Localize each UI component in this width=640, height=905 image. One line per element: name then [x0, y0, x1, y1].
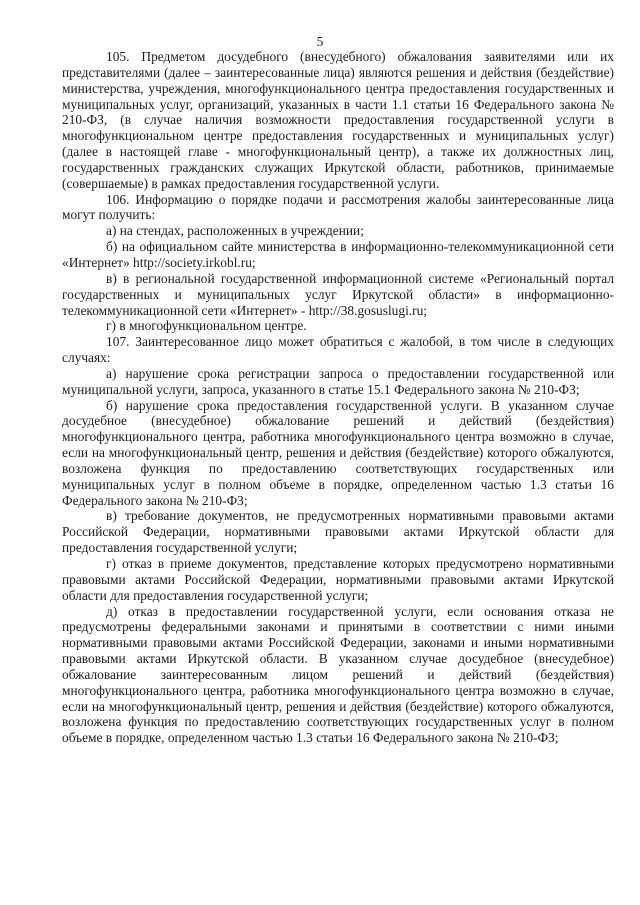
list-item-106b: б) на официальном сайте министерства в информационно-телекоммуникационной сети «Интернет» http://society.irkobl.ru; [62, 239, 614, 270]
list-item-106a: а) на стендах, расположенных в учреждении; [106, 223, 364, 239]
document-body [62, 49, 614, 746]
list-item-107a: а) нарушение срока регистрации запроса о предоставлении государственной или муниципальной услуги, запроса, указанного в статье 15.1 Федерального закона № 210-ФЗ; [62, 365, 614, 397]
list-item-107d: д) отказ в предоставлении государственной услуги, если основания отказа не предусмотрены федеральными законами и принятыми в соответствии с ними иными нормативными правовыми актами Российской Федерации, законами и иными нормативными правовыми актами Иркутской области. В указанном случае досудебное (внесудебное) обжалование заинтересованным лицом решений и действий (бездействия) многофункционального центра, работника многофункционального центра возможно в случае, если на многофункциональный центр, решения и действия (бездействие) которого обжалуются, возложена функция по предоставлению соответствующих государственных услуг в полном объеме в порядке, определенном частью 1.3 статьи 16 Федерального закона № 210-ФЗ; [62, 603, 614, 746]
list-item-107b: б) нарушение срока предоставления государственной услуги. В указанном случае досудебное (внесудебное) обжалование решений и действий (бездействия) многофункционального центра, работника многофункционального центра возможно в случае, если на многофункциональный центр, решения и действия (бездействие) которого обжалуются, возложена функция по предоставлению соответствующих государственных или муниципальных услуг в полном объеме в порядке, определенном частью 1.3 статьи 16 Федерального закона № 210-ФЗ; [62, 397, 614, 508]
list-item-106v: в) в региональной государственной информационной системе «Региональный портал государственных и муниципальных услуг Иркутской области» в информационно-телекоммуникационной сети «Интернет» - http://38.gosuslugi.ru; [62, 270, 614, 318]
list-item-107v: в) требование документов, не предусмотренных нормативными правовыми актами Российской Федерации, нормативными правовыми актами Иркутской области для предоставления государственной услуги; [62, 508, 614, 556]
paragraph-106: 106. Информацию о порядке подачи и рассмотрения жалобы заинтересованные лица могут получить: [62, 191, 614, 223]
paragraph-105: 105. Предметом досудебного (внесудебного) обжалования заявителями или их представителями (далее – заинтересованные лица) являются решения и действия (бездействие) министерства, учреждения, многофункционального центра предоставления государственных и муниципальных услуг, организаций, указанных в части 1.1 статьи 16 Федерального закона № 210-ФЗ, (в случае наличия возможности предоставления государственной услуги в многофункциональном центре предоставления государственных и муниципальных услуг) (далее в настоящей главе - многофункциональный центр), а также их должностных лиц, государственных гражданских служащих Иркутской области, работников, принимаемые (совершаемые) в рамках предоставления государственной услуги. [62, 49, 614, 191]
list-item-106g: г) в многофункциональном центре. [106, 318, 307, 334]
list-item-107g: г) отказ в приеме документов, представление которых предусмотрено нормативными правовыми актами Российской Федерации, нормативными правовыми актами Иркутской области для предоставления государственной услуги; [62, 556, 614, 603]
page-number: 5 [316, 34, 324, 49]
paragraph-107: 107. Заинтересованное лицо может обратиться с жалобой, в том числе в следующих случаях: [62, 334, 614, 366]
